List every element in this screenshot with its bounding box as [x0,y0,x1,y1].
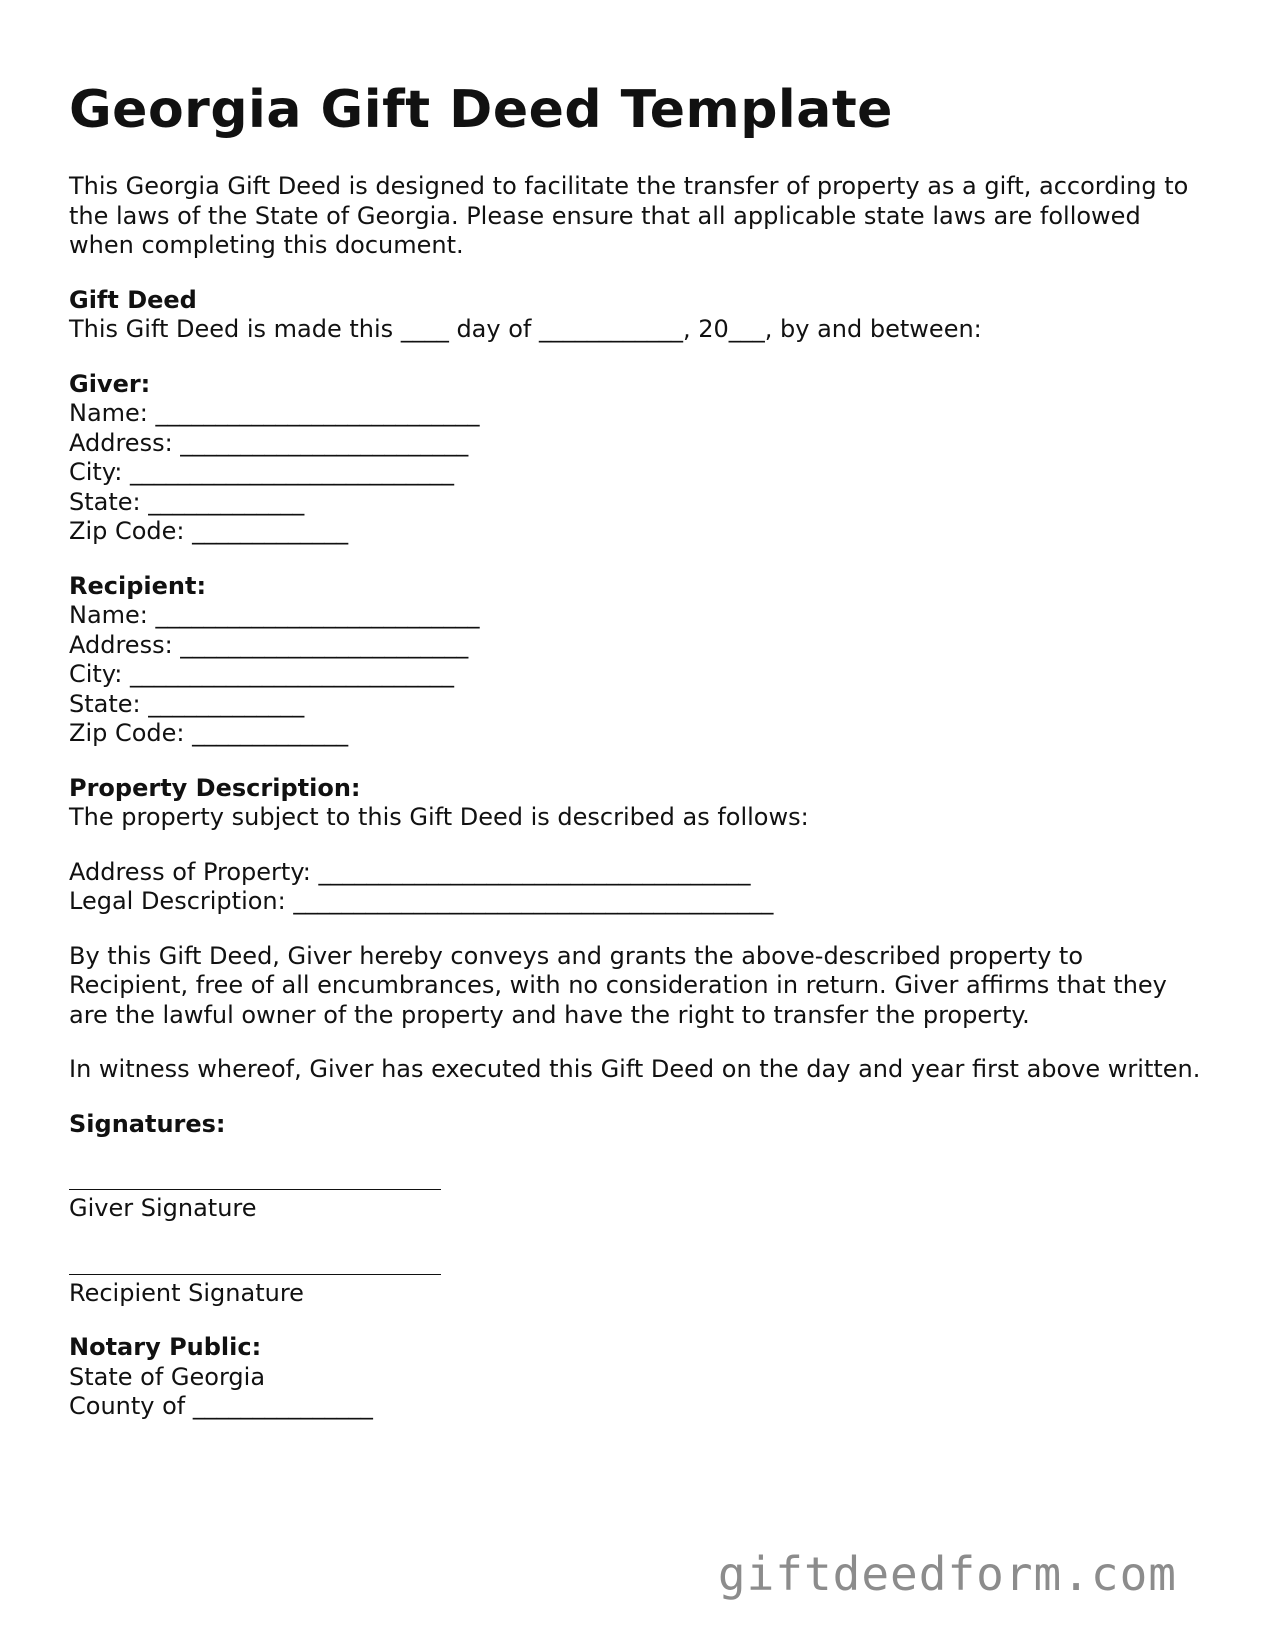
watermark-text: giftdeedform.com [717,1547,1177,1601]
recipient-signature-block [69,1252,1209,1309]
recipient-state-field: State: _____________ [69,689,305,718]
property-heading: Property Description: [69,773,361,802]
giver-signature-line [69,1167,441,1190]
notary-county-field: County of _______________ [69,1392,373,1420]
recipient-address-field: Address: ________________________ [69,630,469,659]
giver-section [69,370,1209,547]
made-line: This Gift Deed is made this ____ day of ____________, 20___, by and between: [69,315,982,343]
conveyance-paragraph: By this Gift Deed, Giver hereby conveys and grants the above-described property to Recipient, free of all encumbrances, with no consideration in return. Giver affirms that they are the lawful owner of the property and have the right to transfer the property. [69,941,1167,1029]
witness-paragraph: In witness whereof, Giver has executed this Gift Deed on the day and year first above written. [69,1055,1201,1083]
notary-section [69,1333,1209,1422]
recipient-section [69,572,1209,749]
giver-state-field: State: _____________ [69,487,305,516]
property-section [69,774,1209,917]
signatures-section [69,1110,1209,1309]
gift-deed-section [69,286,1209,345]
recipient-name-field: Name: ___________________________ [69,601,480,629]
giver-heading: Giver: [69,369,151,398]
giver-signature-label: Giver Signature [69,1194,257,1222]
giver-signature-block [69,1167,1209,1224]
giver-city-field: City: ___________________________ [69,458,455,486]
intro-paragraph: This Georgia Gift Deed is designed to facilitate the transfer of property as a gift, according to the laws of the State of Georgia. Please ensure that all applicable state laws are followed when completing this document. [69,172,1189,259]
document-page [69,80,1209,1447]
page-title: Georgia Gift Deed Template [69,80,893,140]
property-legal-field: Legal Description: ________________________________________ [69,887,774,915]
property-intro: The property subject to this Gift Deed is described as follows: [69,803,809,831]
recipient-zip-field: Zip Code: _____________ [69,719,349,747]
gift-deed-heading: Gift Deed [69,285,197,314]
recipient-signature-label: Recipient Signature [69,1278,304,1307]
giver-zip-field: Zip Code: _____________ [69,517,349,545]
recipient-signature-line [69,1252,441,1275]
notary-heading: Notary Public: [69,1333,262,1361]
signatures-heading: Signatures: [69,1109,226,1138]
property-address-field: Address of Property: ____________________________________ [69,857,751,886]
notary-state: State of Georgia [69,1362,266,1391]
giver-name-field: Name: ___________________________ [69,399,480,427]
recipient-city-field: City: ___________________________ [69,660,455,688]
giver-address-field: Address: ________________________ [69,428,469,457]
recipient-heading: Recipient: [69,571,207,600]
